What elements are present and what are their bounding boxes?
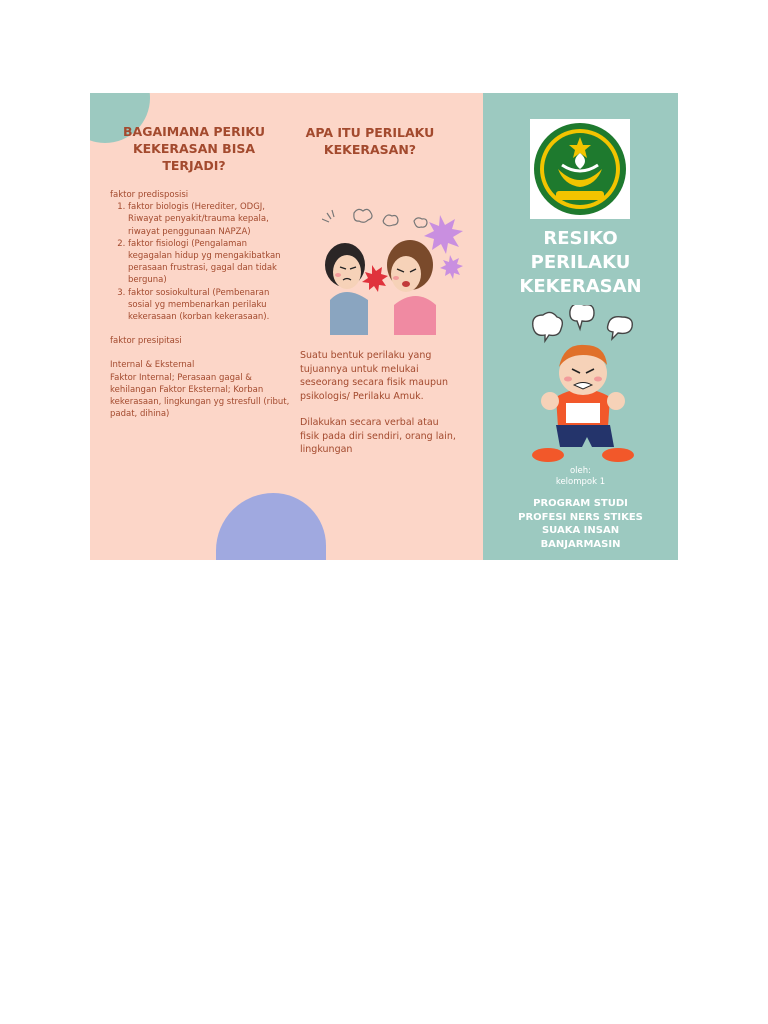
definition-paragraph: Suatu bentuk perilaku yang tujuannya untuk melukai seseorang secara fisik maupun psikologis/ Perilaku Amuk. [300, 350, 449, 402]
middle-column-title: APA ITU PERILAKU KEKERASAN? [305, 125, 435, 157]
left-column-body [110, 189, 290, 420]
left-column-title: BAGAIMANA PERIKU KEKERASAN BISA TERJADI? [123, 124, 265, 173]
inner-panels [90, 93, 483, 560]
predisposisi-heading: faktor predisposisi [110, 190, 189, 200]
title-line: KEKERASAN [519, 276, 642, 297]
middle-column-body [300, 349, 460, 470]
angry-kid-illustration [528, 305, 638, 465]
list-item: 1. faktor biologis (Herediter, ODGJ, Riwayat penyakit/trauma kepala, riwayat penggunaan NAPZA) [128, 201, 290, 238]
list-item: 2. faktor fisiologi (Pengalaman kegagalan hidup yg mengakibatkan perasaan frustrasi, gagal dan tidak berguna) [128, 238, 290, 287]
program-info [483, 497, 678, 551]
author-credit [483, 466, 678, 488]
presipitasi-text: Faktor Internal; Perasaan gagal & kehilangan Faktor Eksternal; Korban kekerasaan, lingkungan yg stresfull (ribut, padat, dihina) [110, 372, 290, 420]
cover-panel [483, 93, 678, 560]
program-line: PROFESI NERS STIKES [518, 511, 643, 523]
program-line: BANJARMASIN [540, 538, 621, 550]
group-name: kelompok 1 [555, 477, 606, 487]
presipitasi-heading: faktor presipitasi [110, 336, 182, 347]
decorative-blob-bottom [216, 493, 326, 560]
predisposisi-list [110, 201, 290, 323]
brochure [90, 93, 678, 560]
presipitasi-sub: Internal & Eksternal [110, 360, 195, 371]
oleh-label: oleh: [569, 466, 592, 476]
emblem-icon [530, 119, 630, 219]
list-item: 3. faktor sosiokultural (Pembenaran sosial yg membenarkan perilaku kekerasaan (korban kekerasaan). [128, 287, 290, 324]
program-line: SUAKA INSAN [541, 525, 620, 536]
title-line: PERILAKU [530, 252, 631, 273]
arguing-people-illustration [322, 205, 477, 335]
stikes-logo [530, 119, 630, 219]
program-line: PROGRAM STUDI [533, 498, 628, 509]
title-line: RESIKO [543, 228, 618, 249]
cover-title [483, 227, 678, 299]
method-paragraph: Dilakukan secara verbal atau fisik pada diri sendiri, orang lain, lingkungan [300, 417, 456, 455]
